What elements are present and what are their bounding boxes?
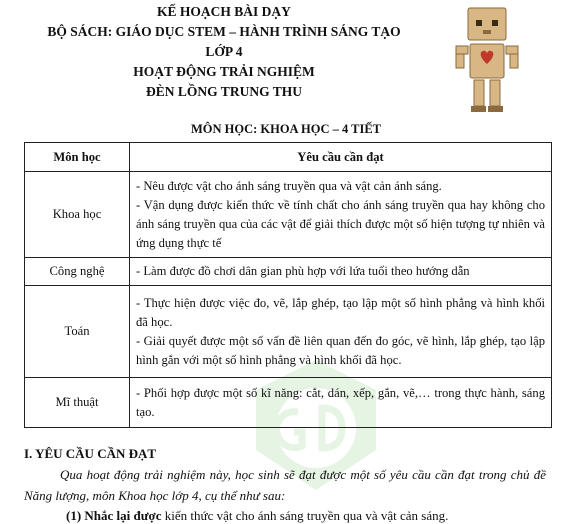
requirement-item: - Giải quyết được một số vấn đề liên quan đến đo góc, vẽ hình, lắp ghép, tạo lập hình gắn với một số hình phẳng và hình khối đã học. bbox=[136, 333, 545, 367]
subject-cell: Khoa học bbox=[25, 172, 130, 258]
table-row bbox=[25, 172, 552, 258]
requirement-item: - Nêu được vật cho ánh sáng truyền qua và vật cản ánh sáng. bbox=[136, 178, 442, 193]
header-grade: LỚP 4 bbox=[205, 44, 243, 59]
requirements-cell bbox=[130, 378, 552, 428]
header-lesson-name: ĐÈN LỒNG TRUNG THU bbox=[146, 84, 302, 99]
requirements-cell bbox=[130, 172, 552, 258]
column-header-subject: Môn học bbox=[25, 143, 130, 172]
subject-cell: Công nghệ bbox=[25, 258, 130, 286]
requirement-item: - Phối hợp được một số kĩ năng: cắt, dán, xếp, gắn, vẽ,… trong thực hành, sáng tạo. bbox=[136, 385, 545, 419]
section-intro: Qua hoạt động trải nghiệm này, học sinh sẽ đạt được một số yêu cầu cần đạt trong chủ đề Năng lượng, môn Khoa học lớp 4, cụ thể như sau: bbox=[24, 467, 546, 503]
section-title: I. YÊU CẦU CẦN ĐẠT bbox=[24, 446, 157, 461]
table-header-row bbox=[25, 143, 552, 172]
header-plan-title: KẾ HOẠCH BÀI DẠY bbox=[157, 4, 291, 19]
subject-cell: Toán bbox=[25, 286, 130, 378]
table-row bbox=[25, 286, 552, 378]
header-book-series: BỘ SÁCH: GIÁO DỤC STEM – HÀNH TRÌNH SÁNG TẠO bbox=[47, 24, 401, 39]
subject-cell: Mĩ thuật bbox=[25, 378, 130, 428]
lesson-header bbox=[0, 2, 448, 102]
item-lead: (1) Nhắc lại được bbox=[66, 508, 162, 523]
requirements-cell bbox=[130, 286, 552, 378]
column-header-requirements: Yêu cầu cần đạt bbox=[130, 143, 552, 172]
subject-line: MÔN HỌC: KHOA HỌC – 4 TIẾT bbox=[190, 122, 382, 136]
robot-mascot-icon bbox=[452, 6, 522, 114]
table-row bbox=[25, 378, 552, 428]
item-text: kiến thức vật cho ánh sáng truyền qua và vật cản sáng. bbox=[161, 508, 449, 523]
requirement-item: - Làm được đồ chơi dân gian phù hợp với lứa tuổi theo hướng dẫn bbox=[136, 264, 470, 278]
table-row bbox=[25, 258, 552, 286]
requirement-item: - Thực hiện được việc đo, vẽ, lắp ghép, tạo lập một số hình phẳng và hình khối đã học. bbox=[136, 295, 545, 329]
requirements-cell bbox=[130, 258, 552, 286]
requirement-item: - Vận dụng được kiến thức về tính chất cho ánh sáng truyền qua hay không cho ánh sáng truyền qua của các vật để giải thích được một số hiện tượng tự nhiên và ứng dụng thực tế bbox=[136, 197, 545, 250]
header-activity: HOẠT ĐỘNG TRẢI NGHIỆM bbox=[133, 64, 315, 79]
requirements-table bbox=[24, 142, 552, 428]
